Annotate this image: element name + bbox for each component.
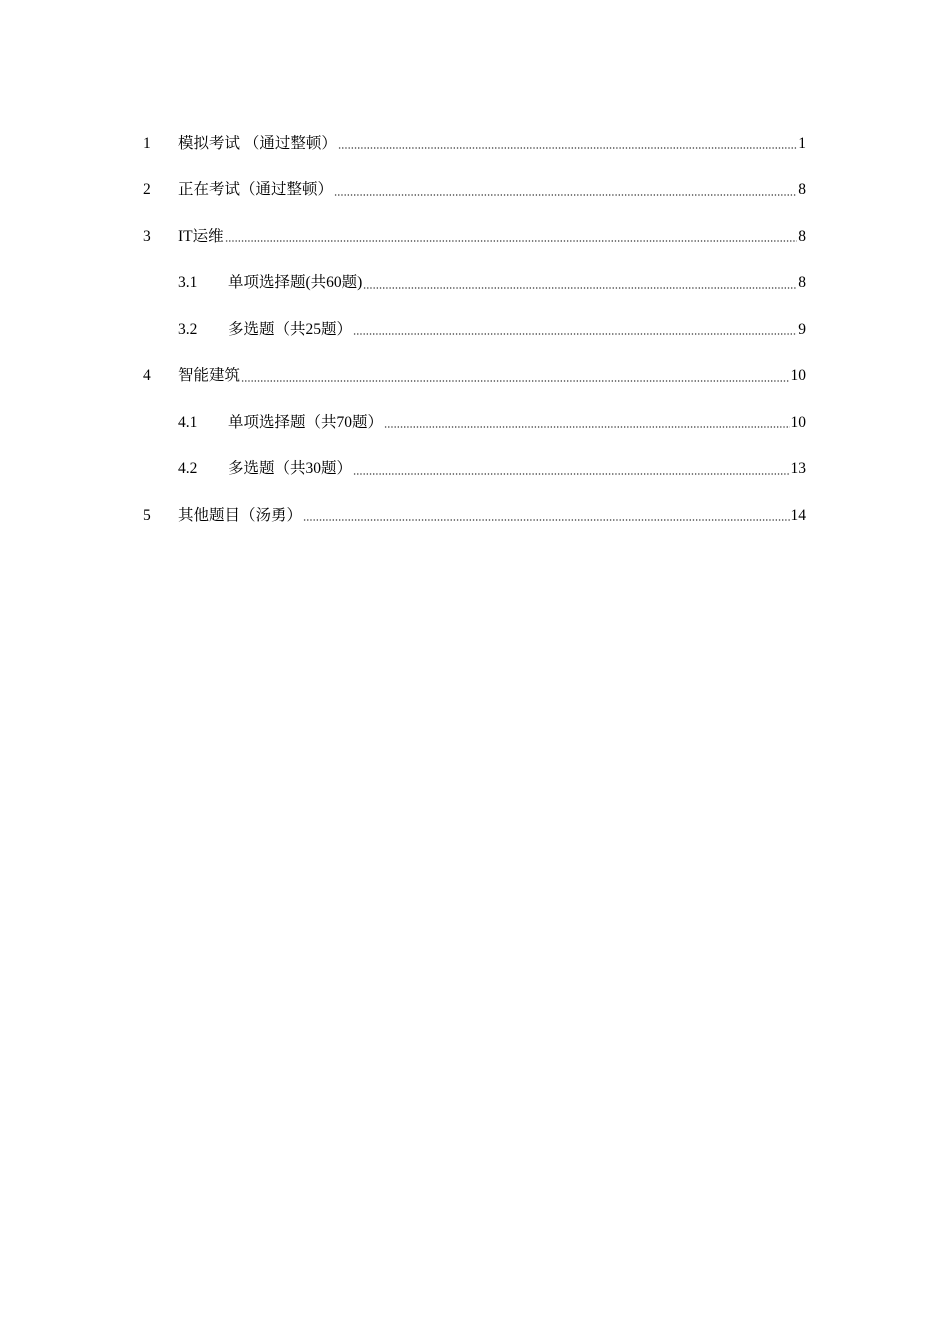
toc-entry-4[interactable] <box>143 353 806 400</box>
toc-entry-1[interactable] <box>143 120 806 167</box>
dot-leader <box>353 473 789 475</box>
toc-entry-page-number: 9 <box>798 320 806 338</box>
toc-entry-title: IT运维 <box>178 227 224 245</box>
toc-entry-3-2[interactable] <box>143 306 806 353</box>
toc-entry-number: 5 <box>143 506 151 524</box>
dot-leader <box>241 380 789 382</box>
toc-entry-title: 多选题（共25题） <box>228 320 353 338</box>
toc-entry-title: 其他题目（汤勇） <box>178 506 303 524</box>
dot-leader <box>303 519 789 521</box>
toc-entry-number: 4 <box>143 367 151 384</box>
toc-entry-page-number: 1 <box>798 134 806 152</box>
toc-entry-title: 正在考试（通过整顿） <box>178 181 334 198</box>
toc-entry-title: 多选题（共30题） <box>228 460 353 477</box>
toc-entry-4-1[interactable] <box>143 399 806 446</box>
toc-entry-number: 2 <box>143 181 151 198</box>
toc-entry-number: 3.2 <box>178 320 198 338</box>
dot-leader <box>353 333 797 335</box>
toc-entry-page-number: 8 <box>798 227 806 245</box>
toc-entry-number: 4.1 <box>178 413 198 431</box>
toc-entry-page-number: 13 <box>790 460 806 477</box>
toc-entry-number: 1 <box>143 134 151 152</box>
toc-entry-title: 智能建筑 <box>178 367 241 384</box>
toc-entry-3[interactable] <box>143 213 806 260</box>
toc-entry-title: 单项选择题(共60题) <box>228 274 363 291</box>
toc-entry-number: 3.1 <box>178 274 198 291</box>
dot-leader <box>225 240 798 242</box>
dot-leader <box>384 426 789 428</box>
toc-entry-page-number: 10 <box>790 413 806 431</box>
dot-leader <box>338 147 797 149</box>
toc-entry-page-number: 10 <box>790 367 806 384</box>
toc-entry-number: 3 <box>143 227 151 245</box>
dot-leader <box>334 194 797 196</box>
toc-entry-page-number: 8 <box>798 181 806 198</box>
toc-entry-3-1[interactable] <box>143 260 806 307</box>
table-of-contents <box>143 120 806 539</box>
toc-entry-5[interactable] <box>143 492 806 539</box>
toc-entry-page-number: 14 <box>790 506 806 524</box>
toc-entry-4-2[interactable] <box>143 446 806 493</box>
dot-leader <box>363 287 797 289</box>
toc-entry-number: 4.2 <box>178 460 198 477</box>
toc-entry-title: 单项选择题（共70题） <box>228 413 384 431</box>
toc-entry-2[interactable] <box>143 167 806 214</box>
toc-entry-title: 模拟考试 （通过整顿） <box>178 134 337 152</box>
toc-entry-page-number: 8 <box>798 274 806 291</box>
